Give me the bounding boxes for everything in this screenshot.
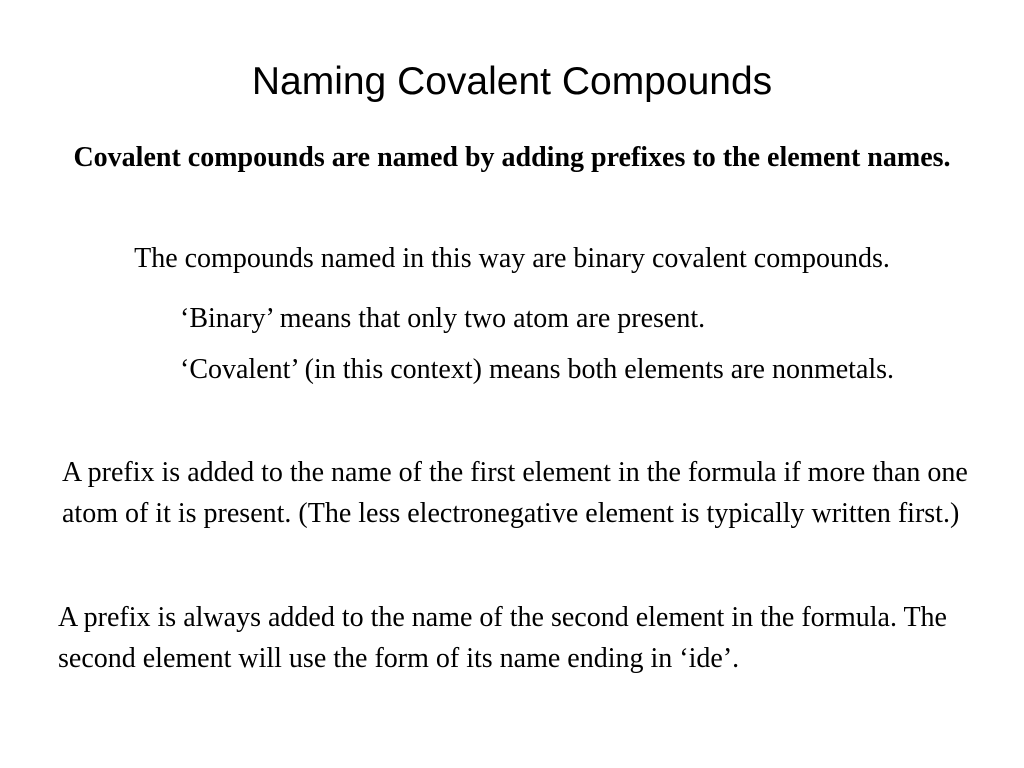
first-element-rule: A prefix is added to the name of the first element in the formula if more than one atom of it is present. (The less electronegative element is typically written first.) xyxy=(62,457,968,529)
second-element-rule: A prefix is always added to the name of the second element in the formula. The second element will use the form of its name ending in ‘ide’. xyxy=(58,602,947,674)
binary-intro-text: The compounds named in this way are binary covalent compounds. xyxy=(134,243,890,274)
lead-statement: Covalent compounds are named by adding prefixes to the element names. xyxy=(73,142,951,173)
binary-definition: ‘Binary’ means that only two atom are present. xyxy=(180,303,706,334)
covalent-definition: ‘Covalent’ (in this context) means both elements are nonmetals. xyxy=(180,354,895,385)
slide-title: Naming Covalent Compounds xyxy=(251,60,773,103)
